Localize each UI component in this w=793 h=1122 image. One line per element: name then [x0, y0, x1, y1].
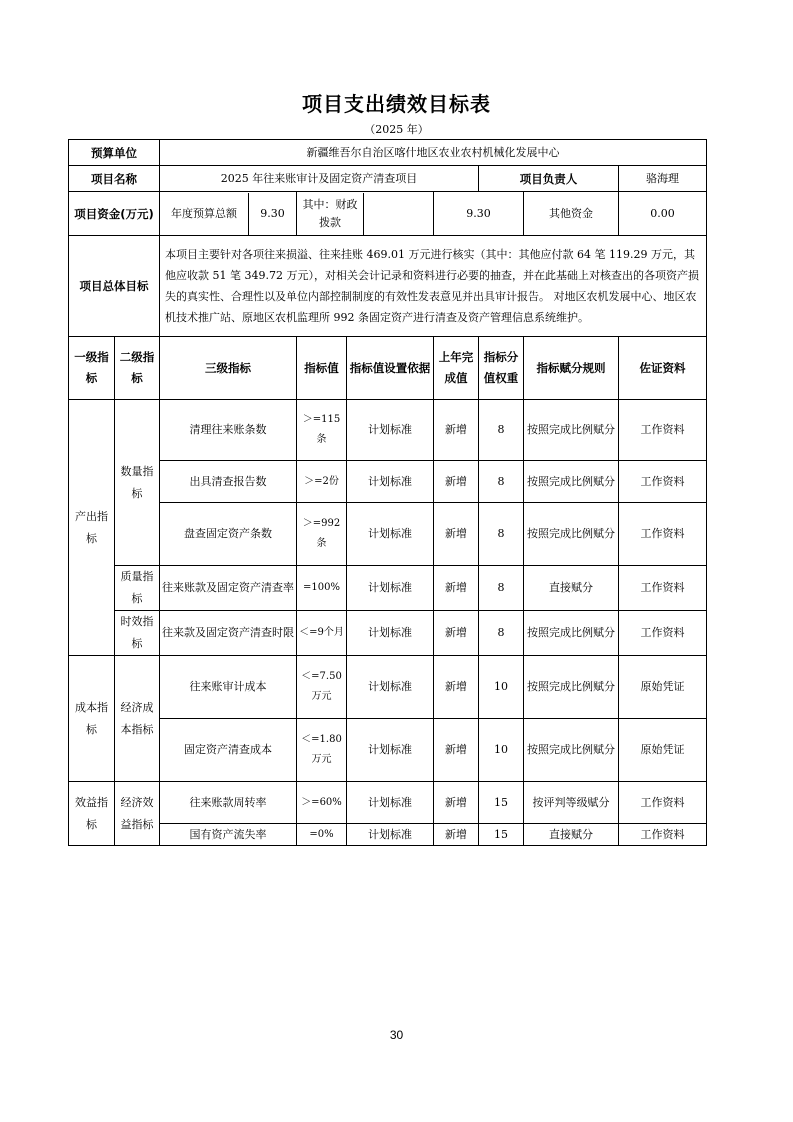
indicator-last-year: 新增	[434, 719, 479, 782]
table-row	[69, 611, 707, 656]
table-row	[69, 400, 707, 461]
indicator-name: 盘查固定资产条数	[160, 503, 297, 566]
indicator-value: =0%	[297, 824, 347, 846]
subgroup-timeliness: 时效指标	[115, 611, 160, 656]
fiscal-value: 9.30	[434, 192, 524, 236]
group-benefit: 效益指标	[69, 782, 115, 846]
indicator-weight: 10	[479, 656, 524, 719]
indicator-name: 固定资产清查成本	[160, 719, 297, 782]
indicator-last-year: 新增	[434, 461, 479, 503]
table-row	[69, 782, 707, 824]
other-funds-value: 0.00	[619, 192, 707, 236]
performance-target-table	[68, 139, 707, 846]
indicator-evidence: 工作资料	[619, 611, 707, 656]
indicator-last-year: 新增	[434, 611, 479, 656]
indicator-last-year: 新增	[434, 400, 479, 461]
indicator-rule: 按照完成比例赋分	[524, 656, 619, 719]
year-label: （2025 年）	[364, 123, 429, 136]
indicator-name: 往来账审计成本	[160, 656, 297, 719]
col-basis: 指标值设置依据	[347, 337, 434, 400]
col-level2: 二级指标	[115, 337, 160, 400]
indicator-basis: 计划标准	[347, 782, 434, 824]
subgroup-economic-cost: 经济成本指标	[115, 656, 160, 782]
indicator-weight: 15	[479, 782, 524, 824]
project-name-value: 2025 年往来账审计及固定资产清查项目	[160, 166, 479, 192]
indicator-basis: 计划标准	[347, 400, 434, 461]
indicator-last-year: 新增	[434, 503, 479, 566]
indicator-evidence: 工作资料	[619, 566, 707, 611]
group-output: 产出指标	[69, 400, 115, 656]
indicator-rule: 直接赋分	[524, 824, 619, 846]
overall-goal-row	[69, 236, 707, 337]
table-row	[69, 461, 707, 503]
indicator-weight: 8	[479, 400, 524, 461]
indicator-rule: 按评判等级赋分	[524, 782, 619, 824]
table-row	[69, 566, 707, 611]
indicator-value: ＜=7.50万元	[297, 656, 347, 719]
indicator-value: ＞=2份	[297, 461, 347, 503]
indicator-rule: 按照完成比例赋分	[524, 503, 619, 566]
fiscal-label: 其中：财政拨款	[297, 193, 364, 235]
indicator-rule: 按照完成比例赋分	[524, 400, 619, 461]
indicator-evidence: 工作资料	[619, 782, 707, 824]
table-row	[69, 719, 707, 782]
indicator-value: =100%	[297, 566, 347, 611]
indicator-last-year: 新增	[434, 566, 479, 611]
page-number: 30	[389, 1028, 404, 1042]
fiscal-cell	[297, 192, 434, 236]
subgroup-quantity: 数量指标	[115, 400, 160, 566]
indicator-value: ＞=992条	[297, 503, 347, 566]
subgroup-economic-benefit: 经济效益指标	[115, 782, 160, 846]
budget-unit-value: 新疆维吾尔自治区喀什地区农业农村机械化发展中心	[160, 140, 707, 166]
indicator-name: 往来账款周转率	[160, 782, 297, 824]
indicator-basis: 计划标准	[347, 824, 434, 846]
col-last-year: 上年完成值	[434, 337, 479, 400]
indicator-name: 往来账款及固定资产清查率	[160, 566, 297, 611]
overall-goal-label: 项目总体目标	[69, 236, 160, 337]
indicator-weight: 8	[479, 566, 524, 611]
indicator-last-year: 新增	[434, 656, 479, 719]
budget-unit-row	[69, 140, 707, 166]
indicator-rule: 按照完成比例赋分	[524, 461, 619, 503]
indicator-basis: 计划标准	[347, 503, 434, 566]
indicator-rule: 直接赋分	[524, 566, 619, 611]
indicator-basis: 计划标准	[347, 656, 434, 719]
indicator-basis: 计划标准	[347, 461, 434, 503]
fiscal-value-part	[364, 193, 433, 235]
indicator-weight: 15	[479, 824, 524, 846]
indicator-value: ＜=1.80万元	[297, 719, 347, 782]
annual-budget-label: 年度预算总额	[160, 193, 249, 235]
annual-budget-value: 9.30	[260, 206, 285, 220]
indicator-value: ＞=60%	[297, 782, 347, 824]
indicator-evidence: 工作资料	[619, 503, 707, 566]
indicator-weight: 8	[479, 611, 524, 656]
col-weight: 指标分值权重	[479, 337, 524, 400]
col-value: 指标值	[297, 337, 347, 400]
other-funds-label: 其他资金	[524, 192, 619, 236]
annual-budget-cell	[160, 192, 297, 236]
table-row	[69, 656, 707, 719]
overall-goal-text: 本项目主要针对各项往来损溢、往来挂账 469.01 万元进行核实（其中：其他应付款 64 笔 119.29 万元，其他应收款 51 笔 349.72 万元），对相关会计记录和资料进行必要的抽查，并在此基础上对核查出的各项资产损失的真实性、合理性以及单位内部控制制度的有效性发表意见并出具审计报告。 对地区农机发展中心、地区农机技术推广站、原地区农机监理所 992 条固定资产进行清查及资产管理信息系统维护。	[160, 236, 707, 337]
indicator-name: 国有资产流失率	[160, 824, 297, 846]
col-level1: 一级指标	[69, 337, 115, 400]
indicator-value: ＞=115条	[297, 400, 347, 461]
table-row	[69, 503, 707, 566]
indicator-name: 往来款及固定资产清查时限	[160, 611, 297, 656]
indicator-weight: 8	[479, 461, 524, 503]
indicator-rule: 按照完成比例赋分	[524, 719, 619, 782]
indicator-rule: 按照完成比例赋分	[524, 611, 619, 656]
indicator-evidence: 原始凭证	[619, 719, 707, 782]
project-name-label: 项目名称	[69, 166, 160, 192]
col-rule: 指标赋分规则	[524, 337, 619, 400]
indicator-basis: 计划标准	[347, 566, 434, 611]
group-cost: 成本指标	[69, 656, 115, 782]
indicator-last-year: 新增	[434, 782, 479, 824]
project-leader-value: 骆海理	[619, 166, 707, 192]
indicator-weight: 8	[479, 503, 524, 566]
indicator-name: 出具清查报告数	[160, 461, 297, 503]
project-funds-row	[69, 192, 707, 236]
indicator-evidence: 工作资料	[619, 461, 707, 503]
table-row	[69, 824, 707, 846]
page-title: 项目支出绩效目标表	[302, 92, 491, 116]
indicator-evidence: 工作资料	[619, 400, 707, 461]
indicator-value: ＜=9个月	[297, 611, 347, 656]
indicator-evidence: 原始凭证	[619, 656, 707, 719]
indicator-last-year: 新增	[434, 824, 479, 846]
project-funds-label: 项目资金(万元)	[69, 192, 160, 236]
project-name-row	[69, 166, 707, 192]
indicator-evidence: 工作资料	[619, 824, 707, 846]
budget-unit-label: 预算单位	[69, 140, 160, 166]
indicator-name: 清理往来账条数	[160, 400, 297, 461]
col-evidence: 佐证资料	[619, 337, 707, 400]
project-leader-label: 项目负责人	[479, 166, 619, 192]
col-level3: 三级指标	[160, 337, 297, 400]
indicator-weight: 10	[479, 719, 524, 782]
column-header-row	[69, 337, 707, 400]
indicator-basis: 计划标准	[347, 611, 434, 656]
subgroup-quality: 质量指标	[115, 566, 160, 611]
indicator-basis: 计划标准	[347, 719, 434, 782]
